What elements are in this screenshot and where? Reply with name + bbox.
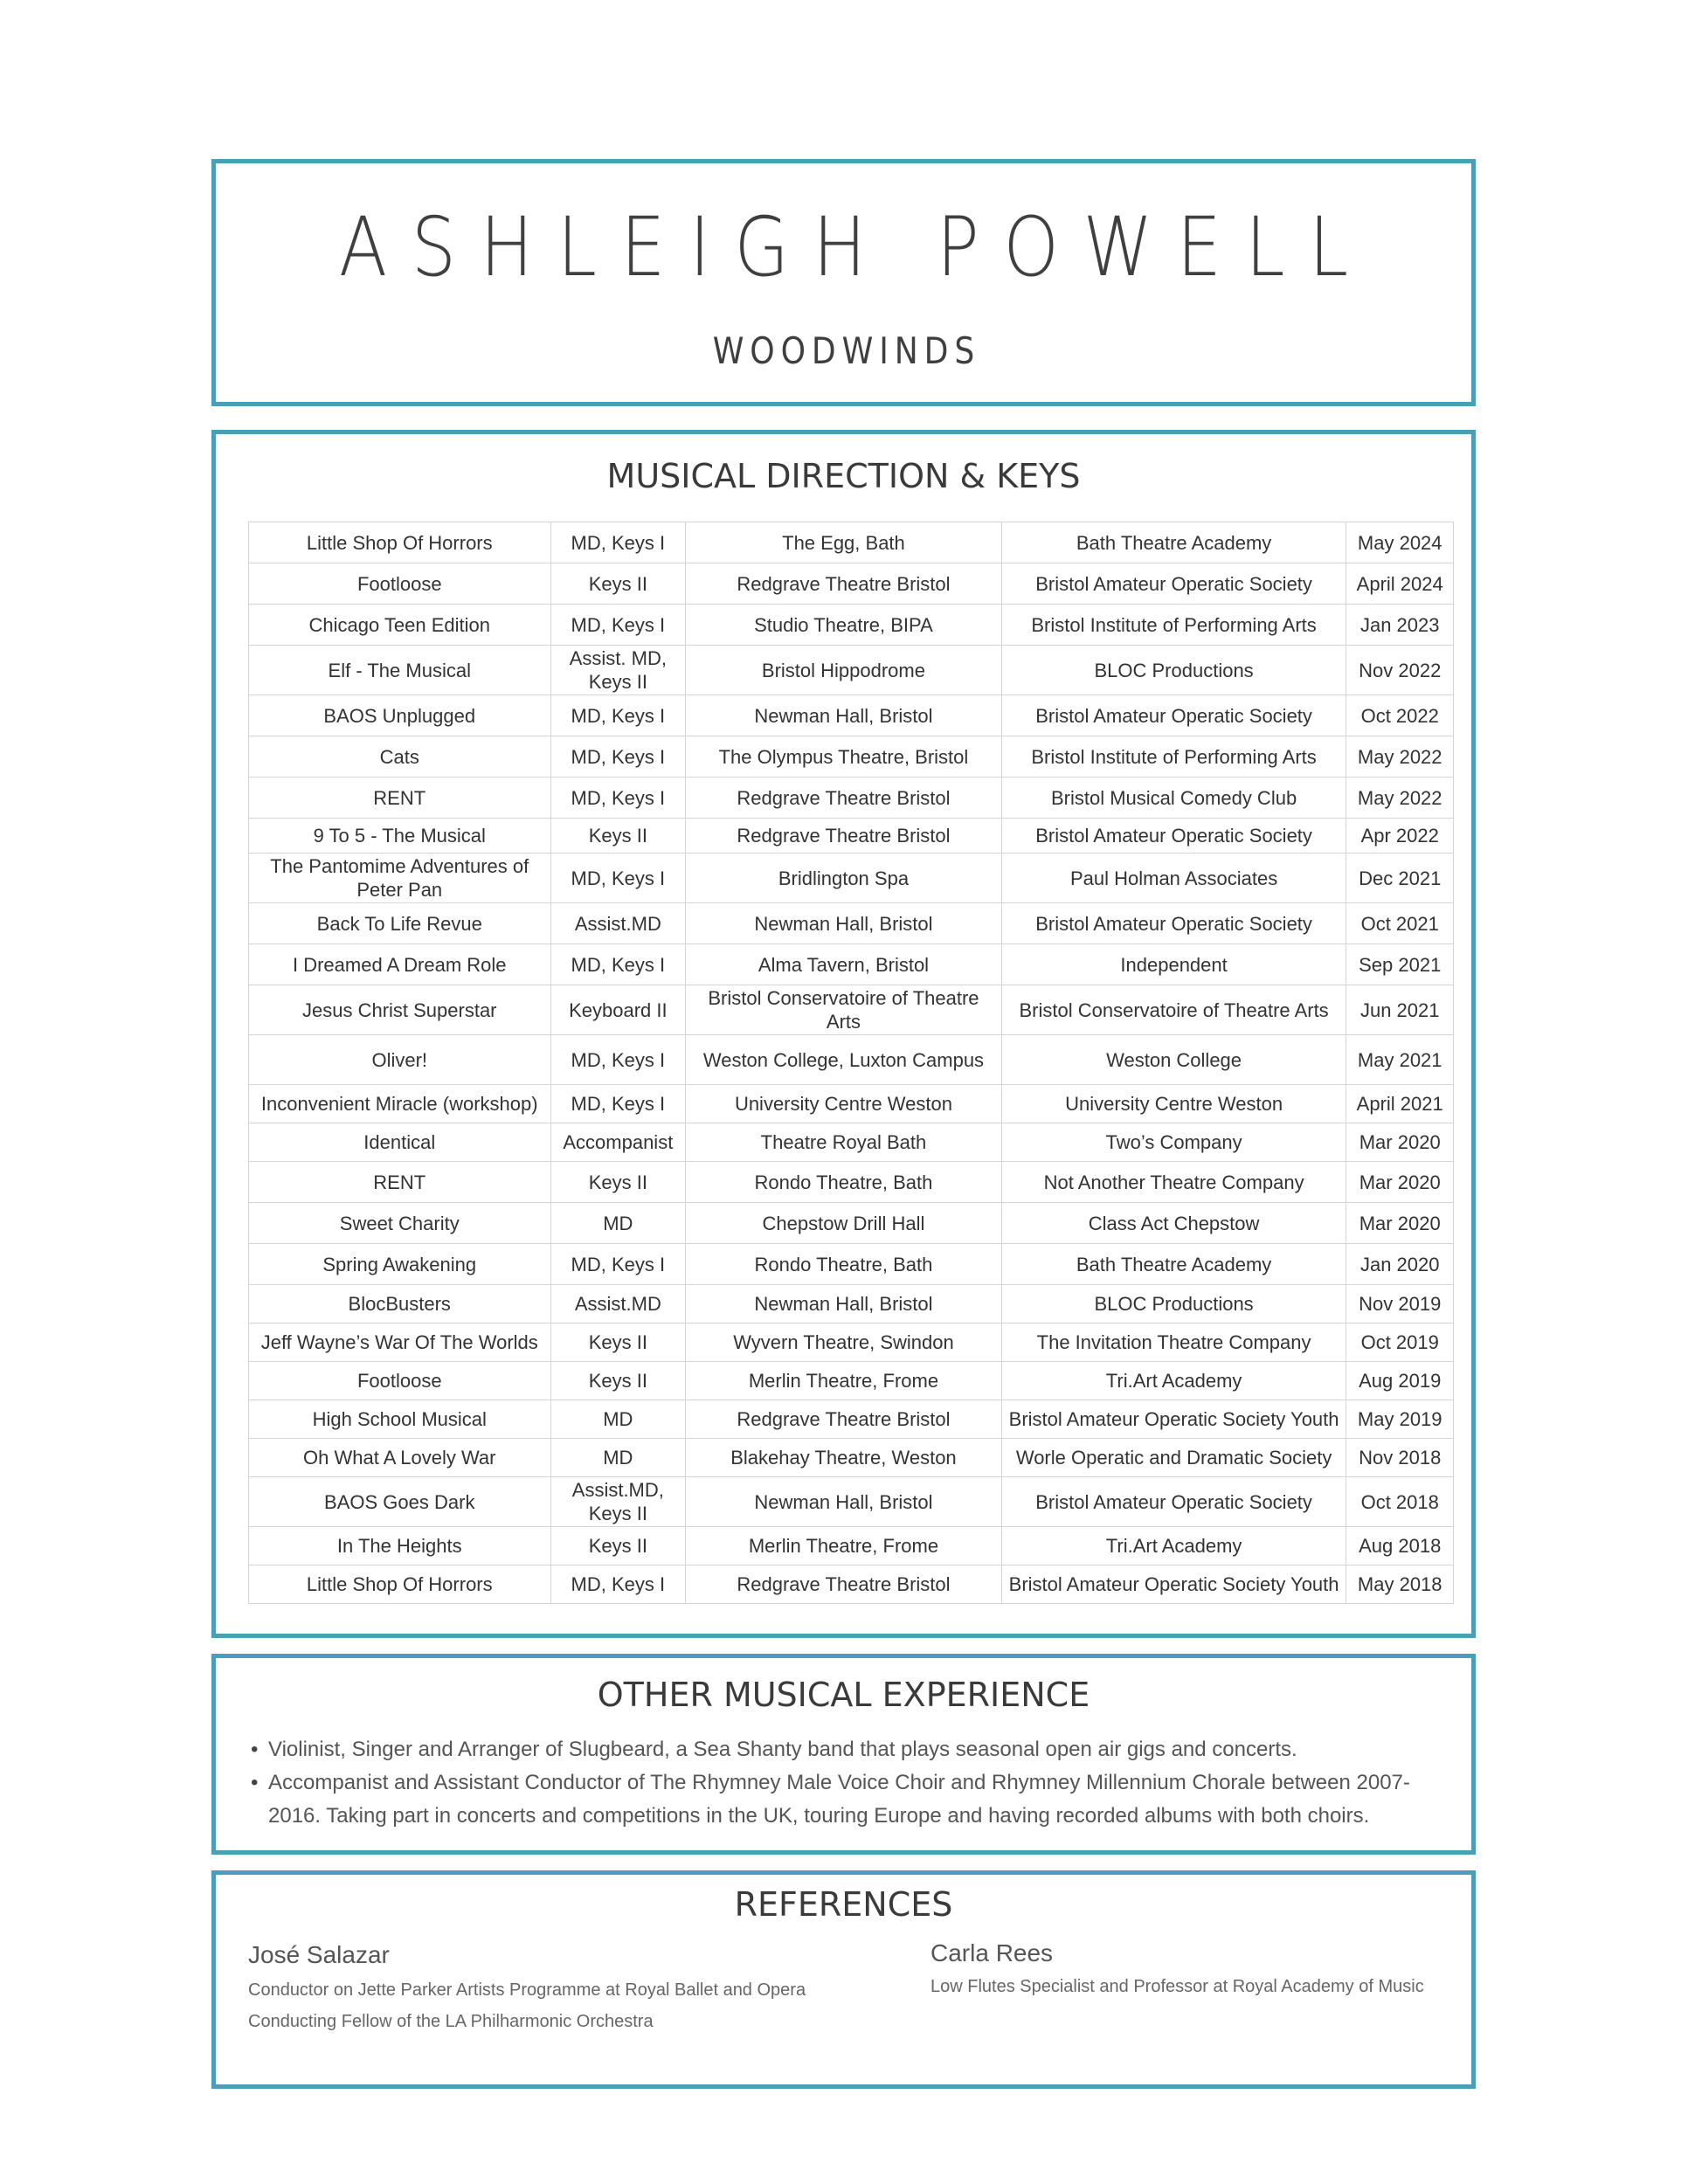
credit-show: Little Shop Of Horrors <box>249 522 551 563</box>
credit-date: Aug 2019 <box>1346 1362 1454 1400</box>
credit-company: University Centre Weston <box>1001 1085 1346 1123</box>
credit-company: Bristol Institute of Performing Arts <box>1001 736 1346 778</box>
table-row <box>249 646 1454 695</box>
credit-role: MD <box>550 1203 686 1244</box>
reference-entry <box>930 1939 1424 2002</box>
credit-company: Paul Holman Associates <box>1001 854 1346 903</box>
credit-date: May 2022 <box>1346 778 1454 819</box>
credit-company: Weston College <box>1001 1035 1346 1085</box>
credit-date: Oct 2021 <box>1346 903 1454 944</box>
credit-date: May 2022 <box>1346 736 1454 778</box>
reference-detail: Low Flutes Specialist and Professor at Royal Academy of Music <box>930 1977 1424 1996</box>
credit-venue: Redgrave Theatre Bristol <box>686 778 1002 819</box>
reference-detail: Conductor on Jette Parker Artists Programme at Royal Ballet and Opera <box>248 1980 806 2000</box>
credit-role: Assist.MD <box>550 903 686 944</box>
credit-venue: Newman Hall, Bristol <box>686 695 1002 736</box>
credit-show: Footloose <box>249 1362 551 1400</box>
list-item: • Violinist, Singer and Arranger of Slugbeard, a Sea Shanty band that plays seasonal open air gigs and concerts. <box>251 1733 1445 1766</box>
reference-entry <box>248 1941 806 2037</box>
credit-date: Mar 2020 <box>1346 1203 1454 1244</box>
credit-date: Mar 2020 <box>1346 1162 1454 1203</box>
credit-role: MD, Keys I <box>550 736 686 778</box>
credit-role: Keys II <box>550 1162 686 1203</box>
credit-show: Jeff Wayne’s War Of The Worlds <box>249 1324 551 1362</box>
credit-venue: The Olympus Theatre, Bristol <box>686 736 1002 778</box>
reference-name: Carla Rees <box>930 1939 1054 1966</box>
credit-show: Inconvenient Miracle (workshop) <box>249 1085 551 1123</box>
table-row <box>249 1035 1454 1085</box>
credit-role: Assist. MD, Keys II <box>550 646 686 695</box>
table-row <box>249 1244 1454 1285</box>
credit-show: BAOS Goes Dark <box>249 1477 551 1527</box>
credit-company: Bristol Conservatoire of Theatre Arts <box>1001 985 1346 1035</box>
credit-company: Bristol Amateur Operatic Society <box>1001 1477 1346 1527</box>
table-row <box>249 605 1454 646</box>
credit-show: The Pantomime Adventures of Peter Pan <box>249 854 551 903</box>
table-row <box>249 695 1454 736</box>
credit-date: Sep 2021 <box>1346 944 1454 985</box>
credit-role: MD, Keys I <box>550 778 686 819</box>
credit-venue: Alma Tavern, Bristol <box>686 944 1002 985</box>
credit-role: MD, Keys I <box>550 605 686 646</box>
credit-venue: Bridlington Spa <box>686 854 1002 903</box>
credit-company: Bristol Amateur Operatic Society <box>1001 903 1346 944</box>
table-row <box>249 985 1454 1035</box>
credit-company: Worle Operatic and Dramatic Society <box>1001 1439 1346 1477</box>
credit-show: Chicago Teen Edition <box>249 605 551 646</box>
credit-date: Jun 2021 <box>1346 985 1454 1035</box>
credit-date: Oct 2018 <box>1346 1477 1454 1527</box>
credit-date: Apr 2022 <box>1346 819 1454 854</box>
table-row <box>249 944 1454 985</box>
credit-show: Little Shop Of Horrors <box>249 1565 551 1604</box>
credit-role: MD, Keys I <box>550 522 686 563</box>
section-title-other: OTHER MUSICAL EXPERIENCE <box>597 1676 1090 1714</box>
credit-show: Sweet Charity <box>249 1203 551 1244</box>
credit-role: Assist.MD <box>550 1285 686 1324</box>
credit-date: Jan 2023 <box>1346 605 1454 646</box>
credit-company: Bristol Amateur Operatic Society Youth <box>1001 1565 1346 1604</box>
credit-venue: Bristol Conservatoire of Theatre Arts <box>686 985 1002 1035</box>
credit-show: Oh What A Lovely War <box>249 1439 551 1477</box>
credit-venue: Weston College, Luxton Campus <box>686 1035 1002 1085</box>
table-row <box>249 854 1454 903</box>
list-item: • Accompanist and Assistant Conductor of The Rhymney Male Voice Choir and Rhymney Millennium Chorale between 2007-2016. Taking part in concerts and competitions in the UK, touring Europe and having recorded albums with both choirs. <box>251 1766 1445 1833</box>
credit-venue: Theatre Royal Bath <box>686 1123 1002 1162</box>
credit-show: Oliver! <box>249 1035 551 1085</box>
credit-show: Jesus Christ Superstar <box>249 985 551 1035</box>
credit-venue: Newman Hall, Bristol <box>686 903 1002 944</box>
table-row <box>249 736 1454 778</box>
table-row <box>249 1565 1454 1604</box>
credit-show: 9 To 5 - The Musical <box>249 819 551 854</box>
table-row <box>249 1439 1454 1477</box>
credit-company: Bath Theatre Academy <box>1001 522 1346 563</box>
header-panel <box>211 159 1476 406</box>
credit-show: I Dreamed A Dream Role <box>249 944 551 985</box>
credit-venue: Chepstow Drill Hall <box>686 1203 1002 1244</box>
credit-company: Tri.Art Academy <box>1001 1527 1346 1565</box>
credit-date: Nov 2022 <box>1346 646 1454 695</box>
table-row <box>249 1085 1454 1123</box>
credit-show: Elf - The Musical <box>249 646 551 695</box>
credit-role: MD, Keys I <box>550 854 686 903</box>
references-panel <box>211 1870 1476 2089</box>
credit-role: Accompanist <box>550 1123 686 1162</box>
table-row <box>249 1527 1454 1565</box>
credit-company: Bristol Amateur Operatic Society Youth <box>1001 1400 1346 1439</box>
credit-venue: Wyvern Theatre, Swindon <box>686 1324 1002 1362</box>
credit-date: Nov 2019 <box>1346 1285 1454 1324</box>
credit-venue: Redgrave Theatre Bristol <box>686 1565 1002 1604</box>
credit-date: Dec 2021 <box>1346 854 1454 903</box>
credit-venue: Rondo Theatre, Bath <box>686 1162 1002 1203</box>
credit-show: BlocBusters <box>249 1285 551 1324</box>
person-subtitle: WOODWINDS <box>712 329 981 372</box>
credit-date: May 2021 <box>1346 1035 1454 1085</box>
credit-venue: Rondo Theatre, Bath <box>686 1244 1002 1285</box>
credit-company: Bath Theatre Academy <box>1001 1244 1346 1285</box>
credit-venue: Redgrave Theatre Bristol <box>686 563 1002 605</box>
reference-name: José Salazar <box>248 1941 390 1968</box>
credit-company: Bristol Amateur Operatic Society <box>1001 563 1346 605</box>
table-row <box>249 1123 1454 1162</box>
credit-role: Keyboard II <box>550 985 686 1035</box>
credits-table-body <box>249 522 1454 1604</box>
credit-role: MD, Keys I <box>550 695 686 736</box>
credit-company: Not Another Theatre Company <box>1001 1162 1346 1203</box>
credit-company: Independent <box>1001 944 1346 985</box>
section-title-direction: MUSICAL DIRECTION & KEYS <box>606 457 1081 495</box>
section-title-references: REFERENCES <box>734 1885 953 1924</box>
credit-show: Back To Life Revue <box>249 903 551 944</box>
table-row <box>249 903 1454 944</box>
table-row <box>249 1203 1454 1244</box>
credit-role: Keys II <box>550 1527 686 1565</box>
credit-show: Footloose <box>249 563 551 605</box>
credit-show: In The Heights <box>249 1527 551 1565</box>
credit-company: Bristol Amateur Operatic Society <box>1001 819 1346 854</box>
credit-show: Cats <box>249 736 551 778</box>
credit-role: MD <box>550 1439 686 1477</box>
other-experience-panel <box>211 1654 1476 1855</box>
credit-role: MD, Keys I <box>550 1085 686 1123</box>
credit-venue: Bristol Hippodrome <box>686 646 1002 695</box>
credit-show: Identical <box>249 1123 551 1162</box>
credit-date: April 2021 <box>1346 1085 1454 1123</box>
credit-show: Spring Awakening <box>249 1244 551 1285</box>
table-row <box>249 1324 1454 1362</box>
table-row <box>249 819 1454 854</box>
credit-show: High School Musical <box>249 1400 551 1439</box>
credit-role: Keys II <box>550 819 686 854</box>
credit-venue: Studio Theatre, BIPA <box>686 605 1002 646</box>
reference-detail: Conducting Fellow of the LA Philharmonic Orchestra <box>248 2012 654 2031</box>
credit-venue: The Egg, Bath <box>686 522 1002 563</box>
credit-venue: Merlin Theatre, Frome <box>686 1362 1002 1400</box>
table-row <box>249 1400 1454 1439</box>
credit-show: BAOS Unplugged <box>249 695 551 736</box>
credit-venue: Newman Hall, Bristol <box>686 1477 1002 1527</box>
credit-company: Class Act Chepstow <box>1001 1203 1346 1244</box>
credit-date: Jan 2020 <box>1346 1244 1454 1285</box>
credit-date: April 2024 <box>1346 563 1454 605</box>
table-row <box>249 522 1454 563</box>
credit-show: RENT <box>249 778 551 819</box>
credit-venue: Merlin Theatre, Frome <box>686 1527 1002 1565</box>
credit-role: MD, Keys I <box>550 944 686 985</box>
table-row <box>249 1477 1454 1527</box>
credit-company: Bristol Amateur Operatic Society <box>1001 695 1346 736</box>
credit-company: BLOC Productions <box>1001 646 1346 695</box>
credit-role: Keys II <box>550 563 686 605</box>
credit-date: May 2018 <box>1346 1565 1454 1604</box>
credit-venue: Blakehay Theatre, Weston <box>686 1439 1002 1477</box>
table-row <box>249 1162 1454 1203</box>
credit-role: MD, Keys I <box>550 1565 686 1604</box>
credit-company: Two’s Company <box>1001 1123 1346 1162</box>
credit-role: Keys II <box>550 1362 686 1400</box>
credit-company: Bristol Institute of Performing Arts <box>1001 605 1346 646</box>
credit-role: MD, Keys I <box>550 1035 686 1085</box>
table-row <box>249 1285 1454 1324</box>
experience-list <box>251 1733 1445 1833</box>
credit-company: BLOC Productions <box>1001 1285 1346 1324</box>
credit-role: MD, Keys I <box>550 1244 686 1285</box>
credit-date: May 2019 <box>1346 1400 1454 1439</box>
credits-table <box>248 522 1454 1604</box>
credit-date: Nov 2018 <box>1346 1439 1454 1477</box>
credit-date: Oct 2022 <box>1346 695 1454 736</box>
credit-company: The Invitation Theatre Company <box>1001 1324 1346 1362</box>
table-row <box>249 563 1454 605</box>
table-row <box>249 778 1454 819</box>
credit-date: Oct 2019 <box>1346 1324 1454 1362</box>
credit-venue: Newman Hall, Bristol <box>686 1285 1002 1324</box>
credit-show: RENT <box>249 1162 551 1203</box>
credit-date: Aug 2018 <box>1346 1527 1454 1565</box>
credit-company: Bristol Musical Comedy Club <box>1001 778 1346 819</box>
credit-venue: University Centre Weston <box>686 1085 1002 1123</box>
credit-date: May 2024 <box>1346 522 1454 563</box>
credit-role: MD <box>550 1400 686 1439</box>
credit-date: Mar 2020 <box>1346 1123 1454 1162</box>
credit-role: Assist.MD, Keys II <box>550 1477 686 1527</box>
person-name: ASHLEIGH POWELL <box>338 200 1373 295</box>
credit-venue: Redgrave Theatre Bristol <box>686 1400 1002 1439</box>
table-row <box>249 1362 1454 1400</box>
credit-company: Tri.Art Academy <box>1001 1362 1346 1400</box>
musical-direction-panel <box>211 430 1476 1638</box>
credit-role: Keys II <box>550 1324 686 1362</box>
credit-venue: Redgrave Theatre Bristol <box>686 819 1002 854</box>
